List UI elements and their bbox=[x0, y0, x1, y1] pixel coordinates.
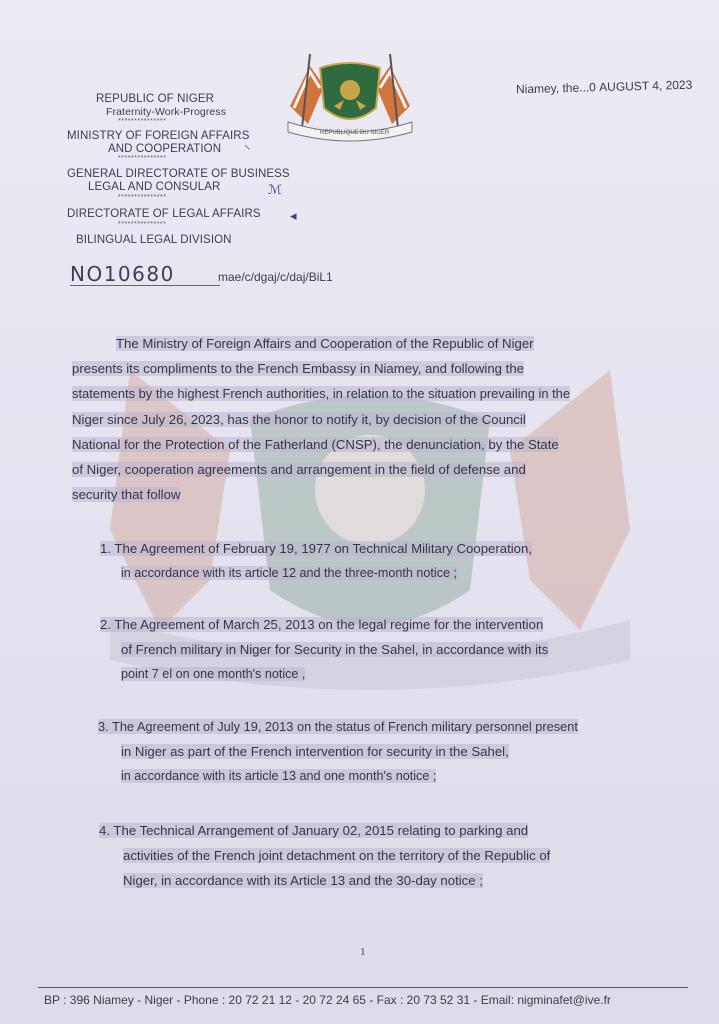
footer-divider bbox=[38, 987, 688, 988]
header-motto: Fraternity-Work-Progress bbox=[106, 106, 227, 118]
list-item-line: activities of the French joint detachment on the territory of the Republic of bbox=[123, 848, 551, 863]
footer-contact: BP : 396 Niamey - Niger - Phone : 20 72 21 12 - 20 72 24 65 - Fax : 20 73 52 31 - Email: nigminafet@ive.fr bbox=[44, 993, 611, 1007]
list-item bbox=[99, 818, 550, 893]
list-item-line: in accordance with its article 12 and the three-month notice ; bbox=[121, 566, 458, 580]
list-item-line: 2. The Agreement of March 25, 2013 on the legal regime for the intervention bbox=[100, 617, 544, 632]
handwritten-mark: ⸌ bbox=[244, 142, 251, 157]
handwritten-mark: ◂ bbox=[290, 208, 297, 223]
list-item-line: in accordance with its article 13 and one month's notice ; bbox=[121, 769, 437, 783]
list-item-line: 4. The Technical Arrangement of January 02, 2015 relating to parking and bbox=[99, 823, 529, 838]
emblem-banner-right-text: DU NIGER bbox=[360, 130, 390, 136]
intro-line: security that follow bbox=[72, 487, 181, 503]
list-item-line: Niger, in accordance with its Article 13 and the 30-day notice ; bbox=[123, 873, 483, 888]
list-item bbox=[100, 536, 532, 586]
reference-underline bbox=[70, 285, 220, 286]
document-date bbox=[516, 78, 693, 97]
header-dots: *************** bbox=[118, 118, 167, 125]
list-item-line: 3. The Agreement of July 19, 2013 on the status of French military personnel present bbox=[98, 719, 578, 734]
list-item-line: point 7 el on one month's notice , bbox=[121, 667, 306, 681]
header-division: BILINGUAL LEGAL DIVISION bbox=[76, 234, 232, 246]
header-republic: REPUBLIC OF NIGER bbox=[96, 93, 214, 105]
intro-line: Niger since July 26, 2023, has the honor to notify it, by decision of the Council bbox=[72, 411, 526, 427]
intro-line: The Ministry of Foreign Affairs and Cooperation of the Republic of Niger bbox=[116, 336, 534, 351]
date-hand-digit: 0 bbox=[588, 80, 597, 95]
list-item bbox=[100, 612, 548, 687]
header-dots: *************** bbox=[118, 155, 167, 162]
intro-line: of Niger, cooperation agreements and arrangement in the field of defense and bbox=[72, 462, 526, 478]
page-number: 1 bbox=[360, 946, 366, 958]
header-directorate: DIRECTORATE OF LEGAL AFFAIRS bbox=[67, 208, 261, 220]
header-directorate-general-line1: GENERAL DIRECTORATE OF BUSINESS bbox=[67, 168, 290, 180]
niger-coat-of-arms-emblem bbox=[280, 46, 420, 146]
list-item-line: 1. The Agreement of February 19, 1977 on Technical Military Cooperation, bbox=[100, 541, 533, 556]
intro-paragraph bbox=[72, 331, 662, 507]
reference-code: mae/c/dgaj/c/daj/BiL1 bbox=[218, 270, 333, 284]
handwritten-mark: ℳ bbox=[268, 182, 282, 197]
list-item-line: of French military in Niger for Security in the Sahel, in accordance with its bbox=[121, 642, 549, 657]
emblem-banner-left-text: REPUBLIQUE bbox=[320, 130, 359, 136]
intro-line: National for the Protection of the Fatherland (CNSP), the denunciation, by the State bbox=[72, 436, 559, 452]
list-item-line: in Niger as part of the French intervention for security in the Sahel, bbox=[121, 744, 509, 759]
header-dots: *************** bbox=[118, 194, 167, 201]
reference-number: NO10680 bbox=[70, 262, 175, 286]
list-item bbox=[98, 714, 578, 789]
header-ministry-line1: MINISTRY OF FOREIGN AFFAIRS bbox=[67, 130, 250, 142]
date-value: AUGUST 4, 2023 bbox=[598, 77, 693, 95]
intro-line: statements by the highest French authorities, in relation to the situation prevailing in the bbox=[72, 386, 571, 402]
intro-line: presents its compliments to the French Embassy in Niamey, and following the bbox=[72, 361, 524, 377]
header-directorate-general-line2: LEGAL AND CONSULAR bbox=[88, 181, 221, 193]
header-ministry-line2: AND COOPERATION bbox=[108, 143, 222, 155]
header-dots: *************** bbox=[118, 221, 167, 228]
date-prefix: Niamey, the... bbox=[515, 80, 590, 97]
